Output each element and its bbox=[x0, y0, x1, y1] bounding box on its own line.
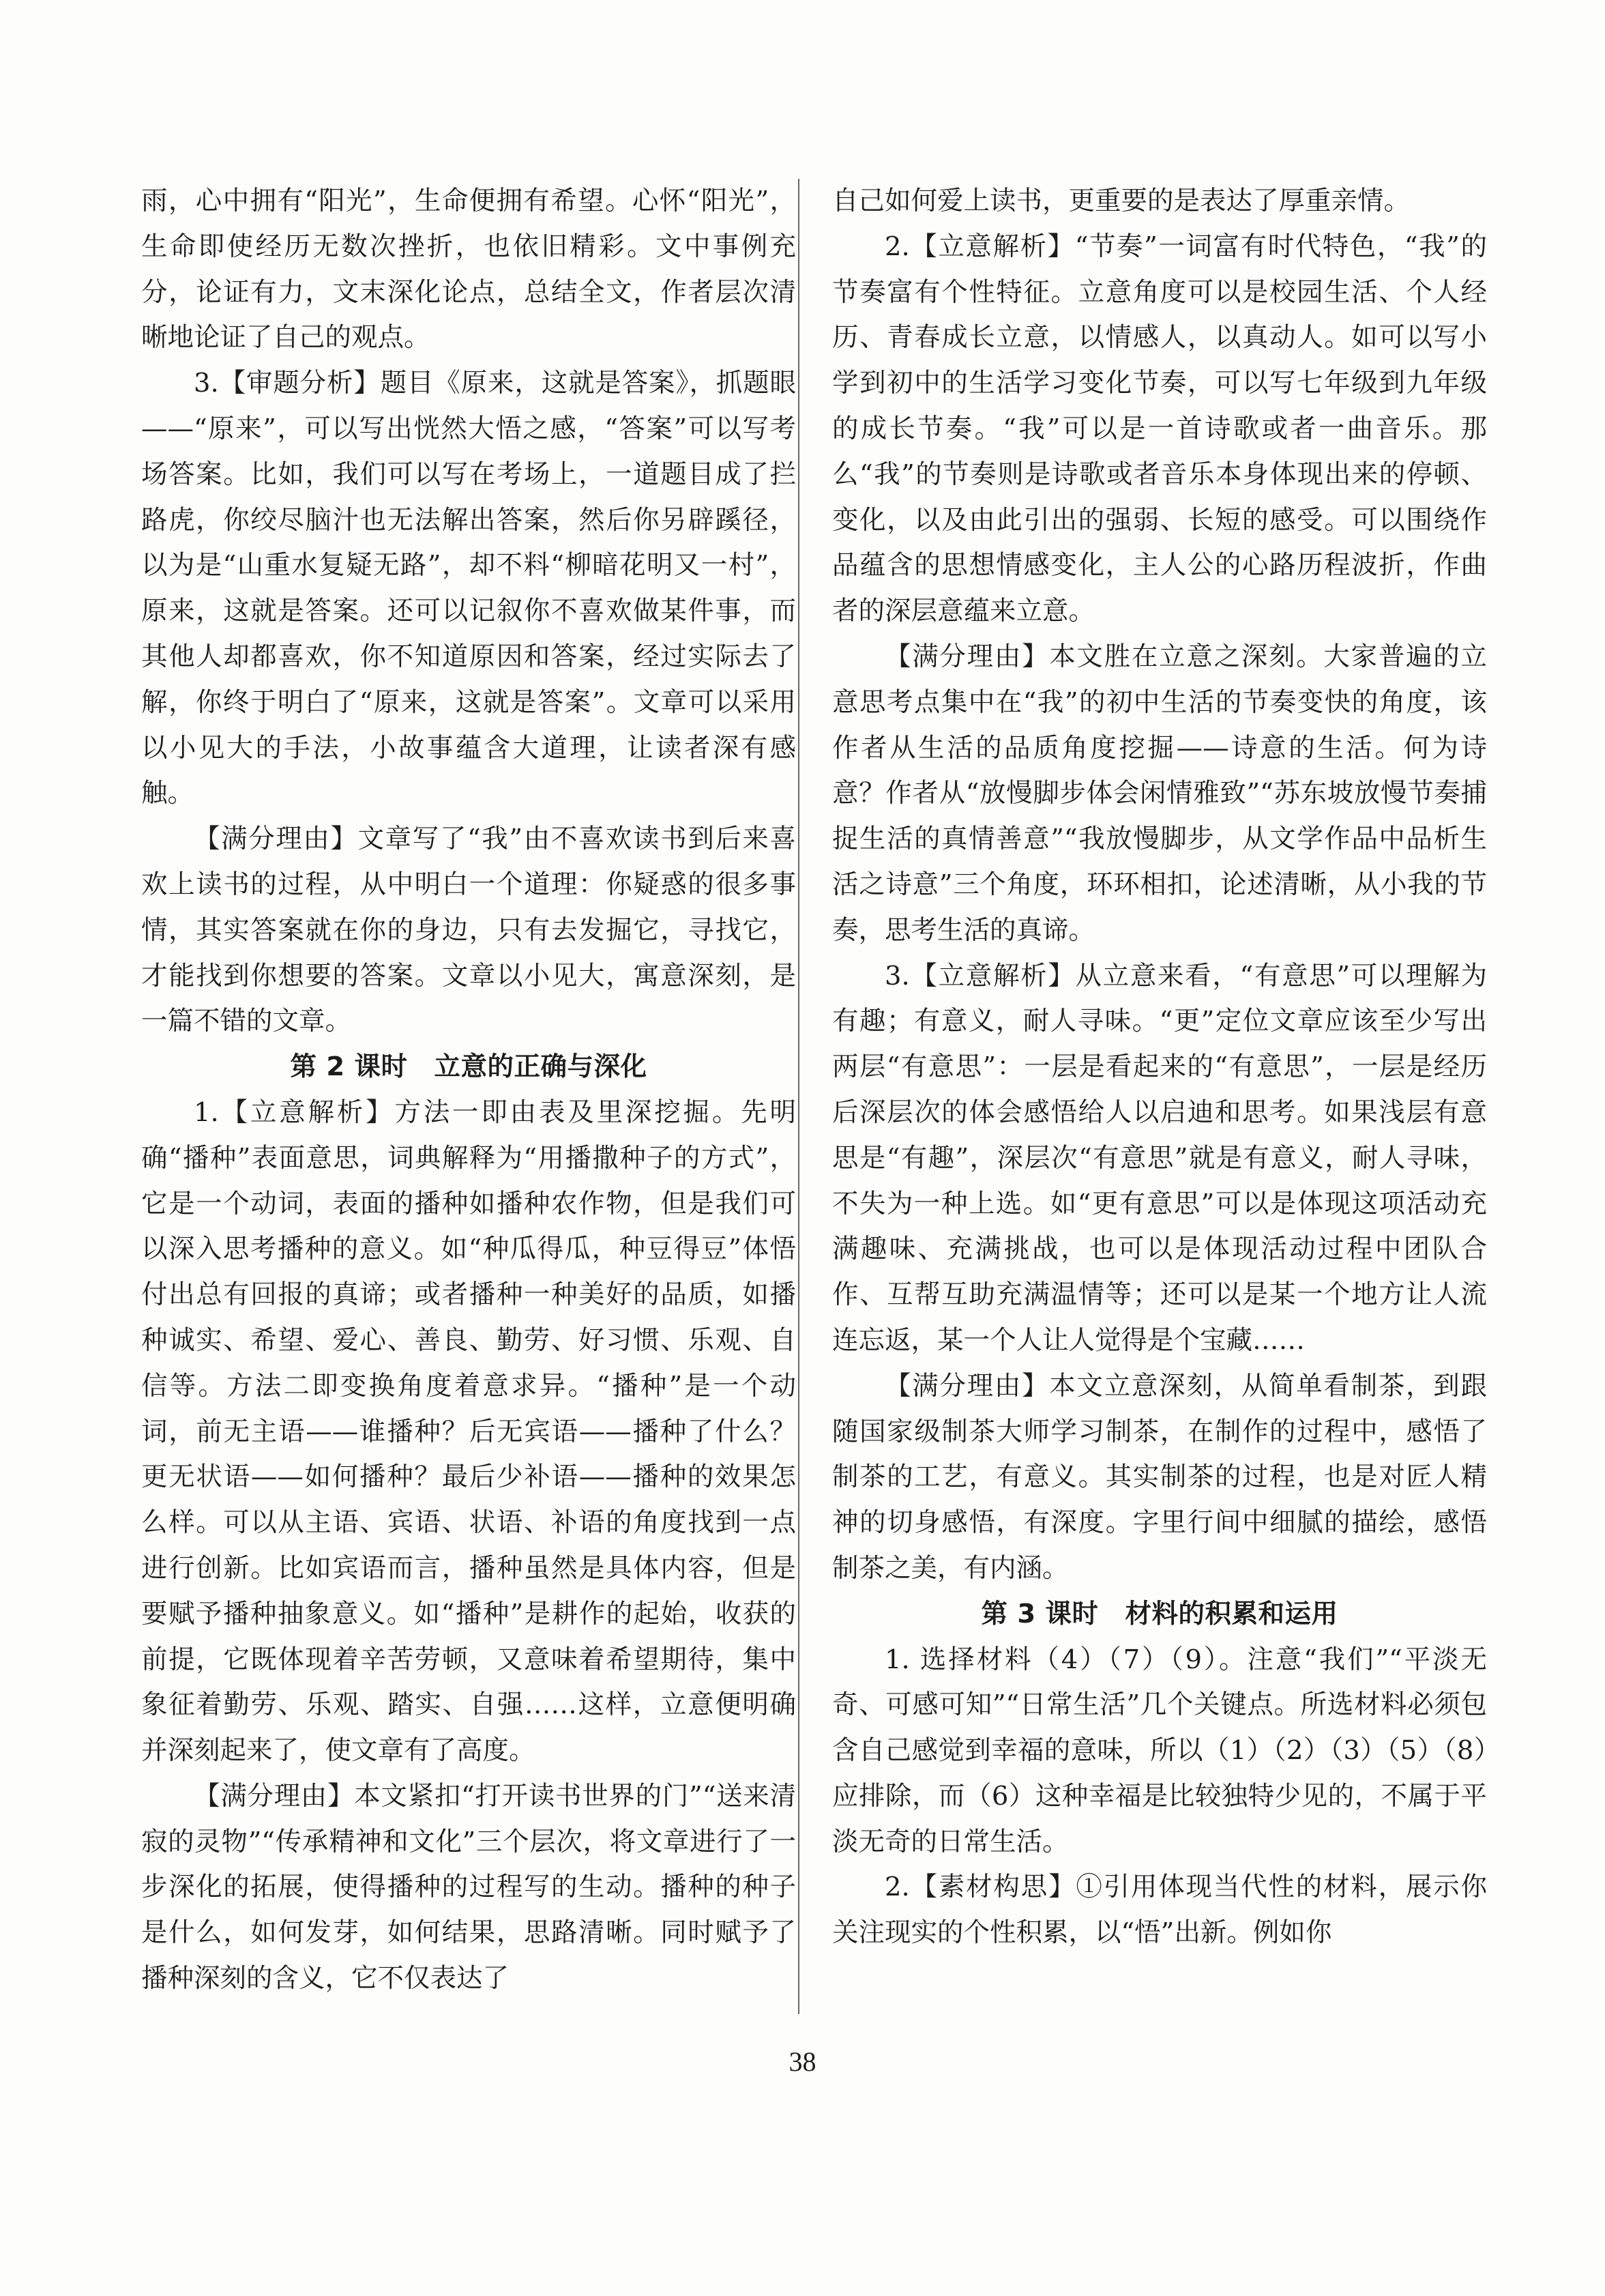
column-divider bbox=[798, 179, 799, 2014]
paragraph: 【满分理由】本文立意深刻，从简单看制茶，到跟随国家级制茶大师学习制茶，在制作的过程中，感悟了制茶的工艺，有意义。其实制茶的过程，也是对匠人精神的切身感悟，有深度。字里行间中细腻的描绘，感悟制茶之美，有内涵。 bbox=[832, 1370, 1487, 1584]
paragraph: 2.【立意解析】“节奏”一词富有时代特色，“我”的节奏富有个性特征。立意角度可以是校园生活、个人经历、青春成长立意，以情感人，以真动人。如可以写小学到初中的生活学习变化节奏，可以写七年级到九年级的成长节奏。“我”可以是一首诗歌或者一曲音乐。那么“我”的节奏则是诗歌或者音乐本身体现出来的停顿、变化，以及由此引出的强弱、长短的感受。可以围绕作品蕴含的思想情感变化，主人公的心路历程波折，作曲者的深层意蕴来立意。 bbox=[832, 231, 1487, 627]
section-heading: 第 3 课时 材料的积累和运用 bbox=[981, 1598, 1338, 1629]
paragraph: 1.【立意解析】方法一即由表及里深挖掘。先明确“播种”表面意思，词典解释为“用播撒种子的方式”，它是一个动词，表面的播种如播种农作物，但是我们可以深入思考播种的意义。如“种瓜得瓜，种豆得豆”体悟付出总有回报的真谛；或者播种一种美好的品质，如播种诚实、希望、爱心、善良、勤劳、好习惯、乐观、自信等。方法二即变换角度着意求异。“播种”是一个动词，前无主语——谁播种？后无宾语——播种了什么？更无状语——如何播种？最后少补语——播种的效果怎么样。可以从主语、宾语、状语、补语的角度找到一点进行创新。比如宾语而言，播种虽然是具体内容，但是要赋予播种抽象意义。如“播种”是耕作的起始，收获的前提，它既体现着辛苦劳顿，又意味着希望期待，集中象征着勤劳、乐观、踏实、自强……这样，立意便明确并深刻起来了，使文章有了高度。 bbox=[141, 1096, 796, 1767]
paragraph: 雨，心中拥有“阳光”，生命便拥有希望。心怀“阳光”，生命即使经历无数次挫折，也依旧精彩。文中事例充分，论证有力，文末深化论点，总结全文，作者层次清晰地论证了自己的观点。 bbox=[141, 186, 796, 353]
paragraph: 自己如何爱上读书，更重要的是表达了厚重亲情。 bbox=[832, 186, 1411, 216]
page-number: 38 bbox=[789, 2046, 816, 2077]
section-heading: 第 2 课时 立意的正确与深化 bbox=[290, 1051, 647, 1083]
right-column bbox=[832, 179, 1487, 1956]
paragraph: 3.【立意解析】从立意来看，“有意思”可以理解为有趣；有意义，耐人寻味。“更”定位文章应该至少写出两层“有意思”：一层是看起来的“有意思”，一层是经历后深层次的体会感悟给人以启迪和思考。如果浅层有意思是“有趣”，深层次“有意思”就是有意义，耐人寻味，不失为一种上选。如“更有意思”可以是体现这项活动充满趣味、充满挑战，也可以是体现活动过程中团队合作、互帮互助充满温情等；还可以是某一个地方让人流连忘返，某一个人让人觉得是个宝藏…… bbox=[832, 960, 1487, 1356]
paragraph: 【满分理由】本文紧扣“打开读书世界的门”“送来清寂的灵物”“传承精神和文化”三个层次，将文章进行了一步深化的拓展，使得播种的过程写的生动。播种的种子是什么，如何发芽，如何结果，思路清晰。同时赋予了播种深刻的含义，它不仅表达了 bbox=[141, 1780, 796, 1994]
paragraph: 【满分理由】文章写了“我”由不喜欢读书到后来喜欢上读书的过程，从中明白一个道理：你疑惑的很多事情，其实答案就在你的身边，只有去发掘它，寻找它，才能找到你想要的答案。文章以小见大，寓意深刻，是一篇不错的文章。 bbox=[141, 824, 796, 1037]
left-column bbox=[141, 179, 796, 2002]
paragraph: 【满分理由】本文胜在立意之深刻。大家普遍的立意思考点集中在“我”的初中生活的节奏变快的角度，该作者从生活的品质角度挖掘——诗意的生活。何为诗意？作者从“放慢脚步体会闲情雅致”“苏东坡放慢节奏捕捉生活的真情善意”“我放慢脚步，从文学作品中品析生活之诗意”三个角度，环环相扣，论述清晰，从小我的节奏，思考生活的真谛。 bbox=[832, 641, 1487, 946]
paragraph: 3.【审题分析】题目《原来，这就是答案》，抓题眼——“原来”，可以写出恍然大悟之感，“答案”可以写考场答案。比如，我们可以写在考场上，一道题目成了拦路虎，你绞尽脑汁也无法解出答案，然后你另辟蹊径，以为是“山重水复疑无路”，却不料“柳暗花明又一村”，原来，这就是答案。还可以记叙你不喜欢做某件事，而其他人却都喜欢，你不知道原因和答案，经过实际去了解，你终于明白了“原来，这就是答案”。文章可以采用以小见大的手法，小故事蕴含大道理，让读者深有感触。 bbox=[141, 368, 796, 809]
paragraph: 2.【素材构思】①引用体现当代性的材料，展示你关注现实的个性积累，以“悟”出新。例如你 bbox=[832, 1872, 1487, 1949]
paragraph: 1. 选择材料（4）（7）（9）。注意“我们”“平淡无奇、可感可知”“日常生活”几个关键点。所选材料必须包含自己感觉到幸福的意味，所以（1）（2）（3）（5）（8）应排除，而（6）这种幸福是比较独特少见的，不属于平淡无奇的日常生活。 bbox=[832, 1644, 1487, 1857]
